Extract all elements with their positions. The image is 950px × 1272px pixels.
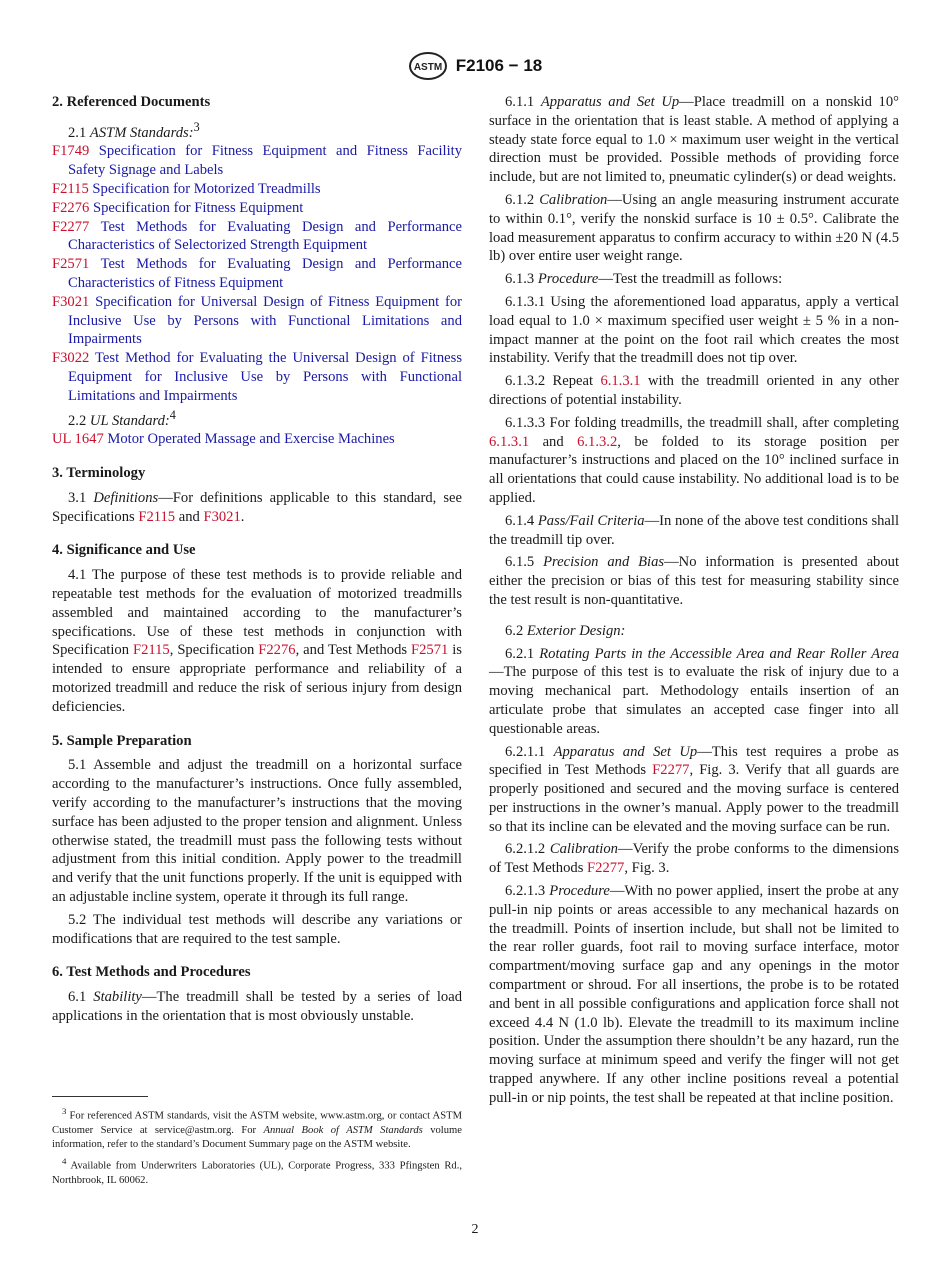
paragraph-6-2-1-3: 6.2.1.3 Procedure—With no power applied, insert the probe at any pull-in nip points or areas accessible to any mechanical hazards on the treadmill. Points of insertion include, but shall not be limited to the rear roller guards, foot rail to moving surface interface, motor compartment/moving surface gap and any openings in the motor compartment or shroud. For all insertions, the probe is to be rotated and bent in all possible configurations and application force shall not exceed 4.4 N (1.0 lb). Elevate the treadmill to its maximum incline position. Under the assumption there shouldn’t be any hazard, run the moving surface at minimum speed and verify the finger will not get trapped anywhere. If any other incline positions reveal a potential pull-in or nip points, the test shall be repeated at that incline position. [489,883,899,1106]
paragraph-6-2-1-2: 6.2.1.2 Calibration—Verify the probe conforms to the dimensions of Test Methods F2277, Fig. 3. [489,841,900,877]
astm-logo-text: ASTM [413,62,442,73]
reference-item-f2277[interactable]: F2277 Test Methods for Evaluating Design and Performance Characteristics of Selectorized Strength Equipment [52,218,462,254]
paragraph-6-1-3: 6.1.3 Procedure—Test the treadmill as follows: [505,271,783,288]
footnotes [52,1104,462,1190]
ref-link-f2115[interactable]: F2115 [132,642,170,659]
section-3-heading: 3. Terminology [52,465,146,482]
footnote-3: $^3$ For referenced ASTM standards, visit the ASTM website, www.astm.org, or contact ASTM Customer Service at service@astm.org. For Annual Book of ASTM Standards volume information, refer to the standard’s Document Summary page on the ASTM website. [52,1106,462,1150]
reference-item-f2276[interactable]: F2276 Specification for Fitness Equipment [52,199,304,216]
ref-link-6-1-3-1[interactable]: 6.1.3.1 [489,433,530,450]
section-2-heading: 2. Referenced Documents [52,94,211,110]
paragraph-6-2-1: 6.2.1 Rotating Parts in the Accessible Area and Rear Roller Area—The purpose of this test is to evaluate the risk of injury due to a moving mechanical part. Methodology entails insertion of an articulate probe that simulates an accepted case finger into all questionable areas. [489,645,899,737]
ref-link-6-1-3-1[interactable]: 6.1.3.1 [600,373,641,390]
reference-item-f2115[interactable]: F2115 Specification for Motorized Treadmills [52,181,321,198]
paragraph-6-1-4: 6.1.4 Pass/Fail Criteria—In none of the above test conditions shall the treadmill tip over. [489,512,900,548]
paragraph-6-1-3-1: 6.1.3.1 Using the aforementioned load apparatus, apply a vertical load equal to 1.0 × maximum specified user weight ± 5 % in a non-impact manner at the point on the foot rail which creates the most instability. Verify that the treadmill does not tip over. [489,293,899,367]
section-4-heading: 4. Significance and Use [52,542,196,559]
left-column [52,93,462,1030]
reference-item-f3021[interactable]: F3021 Specification for Universal Design of Fitness Equipment for Inclusive Use by Persons with Functional Limitations and Impairments [52,293,463,348]
paragraph-6-1-3-3: 6.1.3.3 For folding treadmills, the treadmill shall, after completing 6.1.3.1 and 6.1.3.2, be folded to its storage position per manufacturer’s instructions and placed on the 10° inclined surface in all orientations that could cause instability. No additional load is to be applied. [489,414,899,506]
reference-item-f2571[interactable]: F2571 Test Methods for Evaluating Design and Performance Characteristics of Fitness Equipment [52,256,462,292]
astm-reference-list [52,142,462,405]
footnote-divider [52,1096,148,1097]
section-5-heading: 5. Sample Preparation [52,732,192,749]
standard-designation: F2106 − 18 [455,56,543,75]
paragraph-6-1-2: 6.1.2 Calibration—Using an angle measuring instrument accurate to within 0.1°, verify the nonskid surface is 10 ± 0.5°. Calibrate the load measurement apparatus to confirm accuracy to within ±20 N (4.5 lb) over entire user weight range. [489,191,899,265]
paragraph-6-2-1-1: 6.2.1.1 Apparatus and Set Up—This test requires a probe as specified in Test Methods F2277, Fig. 3. Verify that all guards are properly positioned and secured and the moving surface is centered per instructions in the owner’s manual. Apply power to the treadmill so that its incline can be elevated and the moving surface can be run. [489,743,899,835]
ref-link-f2277[interactable]: F2277 [587,860,625,877]
right-column [489,93,899,1112]
page-number: 2 [471,1222,479,1237]
paragraph-5-2: 5.2 The individual test methods will describe any variations or modifications that are required to the test sample. [52,911,462,947]
ref-link-f2571[interactable]: F2571 [411,642,449,659]
reference-item-f1749[interactable]: F1749 Specification for Fitness Equipment and Fitness Facility Safety Signage and Labels [52,143,462,179]
ref-link-f2115[interactable]: F2115 [138,508,176,525]
footnote-4: $^4$ Available from Underwriters Laboratories (UL), Corporate Progress, 333 Pfingsten Rd., Northbrook, IL 60062. [52,1156,462,1186]
paragraph-6-1-5: 6.1.5 Precision and Bias—No information is presented about either the precision or bias of this test for measuring stability since the test result is non-quantitative. [489,554,900,608]
ref-link-f2276[interactable]: F2276 [258,642,296,659]
ul-standard-subheading: 2.2 UL Standard:$^4$ [68,407,176,429]
paragraph-3-1: 3.1 Definitions—For definitions applicable to this standard, see Specifications F2115 and F3021. [52,489,462,525]
paragraph-5-1: 5.1 Assemble and adjust the treadmill on a horizontal surface according to the manufacturer’s instructions. Once fully assembled, verify according to the manufacturer’s instructions that the moving surface has been adjusted to the proper tension and alignment. Unless otherwise stated, the treadmill must pass the following tests without adjustment from this initial condition. Apply power to the treadmill and verify that the unit functions properly. If the unit is equipped with an adjustable incline system, operate it through its full range. [52,757,462,905]
paragraph-6-1: 6.1 Stability—The treadmill shall be tested by a series of load applications in the orientation that is most obviously unstable. [52,989,462,1024]
paragraph-6-1-3-2: 6.1.3.2 Repeat 6.1.3.1 with the treadmill oriented in any other directions of potential instability. [489,373,899,408]
section-6-heading: 6. Test Methods and Procedures [52,964,251,981]
reference-item-f3022[interactable]: F3022 Test Method for Evaluating the Universal Design of Fitness Equipment for Inclusive Use by Persons with Functional Limitations and Impairments [52,350,462,404]
astm-standards-subheading: 2.1 ASTM Standards:$^3$ [68,119,200,141]
astm-logo [408,50,448,82]
ref-link-f3021[interactable]: F3021 [203,508,241,525]
paragraph-4-1: 4.1 The purpose of these test methods is to provide reliable and repeatable test methods for the evaluation of motorized treadmills assembled and maintained according to the manufacturer’s specifications. Use of these test methods in conjunction with Specification F2115, Specification F2276, and Test Methods F2571 is intended to ensure appropriate performance and reliability of a motorized treadmill and reduce the risk of serious injury from design deficiencies. [52,567,462,715]
paragraph-6-2: 6.2 Exterior Design: [505,622,626,639]
ref-link-f2277[interactable]: F2277 [652,762,690,779]
page-header [0,50,950,90]
paragraph-6-1-1: 6.1.1 Apparatus and Set Up—Place treadmill on a nonskid 10° surface in the orientation that is least stable. A method of applying a steady state force equal to 1.0 × maximum user weight in the vertical direction must be provided. Possible methods of providing force include, but are not limited to, pneumatic cylinder(s) or dead weights. [489,94,899,186]
ref-link-6-1-3-2[interactable]: 6.1.3.2 [577,433,618,450]
reference-item-ul1647[interactable]: UL 1647 Motor Operated Massage and Exercise Machines [52,431,395,448]
